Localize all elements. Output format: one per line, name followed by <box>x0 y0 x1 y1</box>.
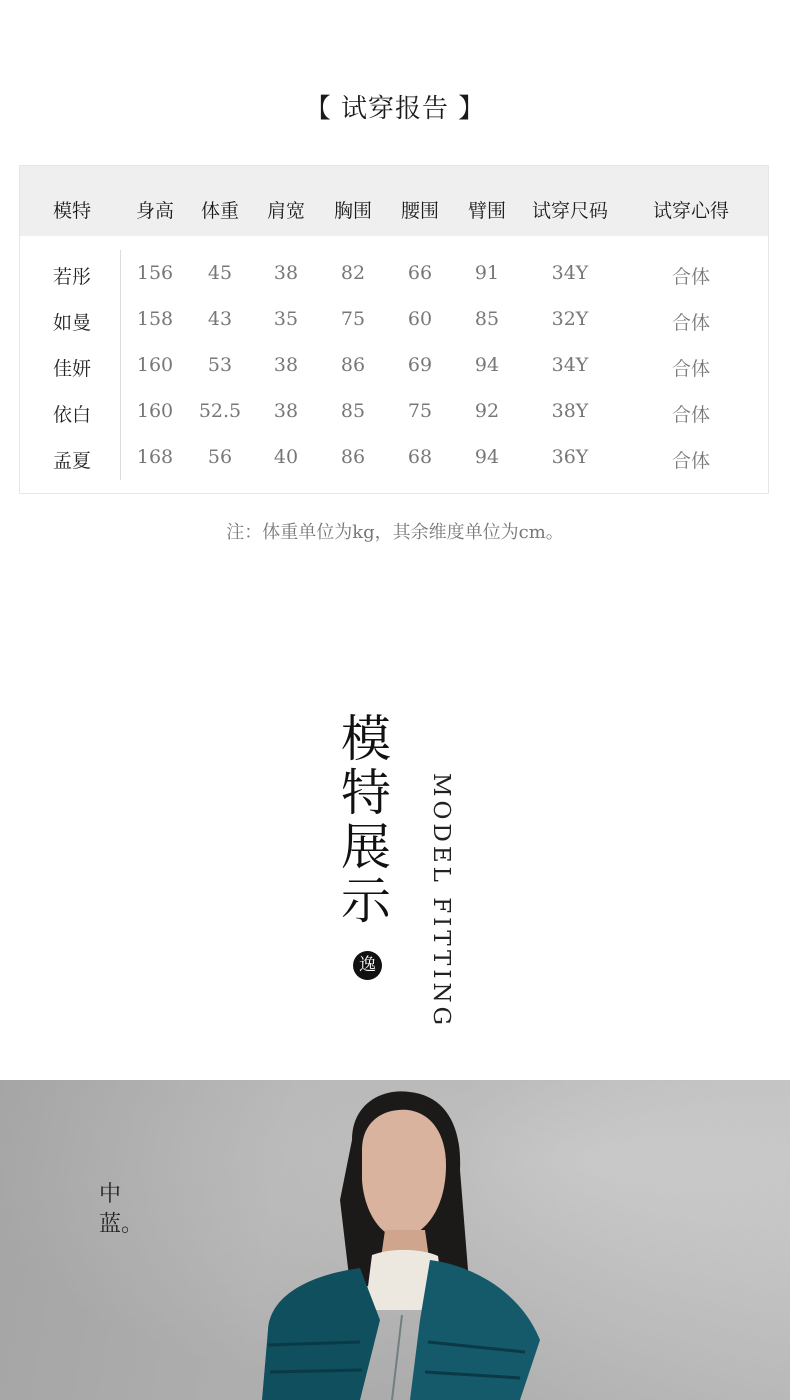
table-cell: 38 <box>273 262 299 284</box>
table-cell: 45 <box>207 262 233 284</box>
column-header: 腰围 <box>400 200 440 222</box>
table-cell: 38Y <box>551 400 589 422</box>
table-cell: 68 <box>407 446 433 468</box>
showcase-title <box>336 712 396 928</box>
table-cell: 69 <box>407 354 433 376</box>
model-name-cell: 佳妍 <box>52 358 92 380</box>
table-cell: 34Y <box>551 262 589 284</box>
table-cell: 60 <box>407 308 433 330</box>
table-cell: 38 <box>273 354 299 376</box>
table-cell: 86 <box>340 354 366 376</box>
table-cell: 36Y <box>551 446 589 468</box>
table-cell: 82 <box>340 262 366 284</box>
column-header: 身高 <box>135 200 175 222</box>
table-cell: 156 <box>136 262 174 284</box>
caption-line: 蓝。 <box>99 1212 144 1237</box>
column-header: 试穿尺码 <box>531 200 609 222</box>
model-illustration <box>0 1080 790 1400</box>
report-title: 【 试穿报告 】 <box>304 94 486 124</box>
unit-note: 注：体重单位为kg，其余维度单位为cm。 <box>226 522 564 543</box>
table-cell: 35 <box>273 308 299 330</box>
table-cell: 75 <box>407 400 433 422</box>
table-cell: 52.5 <box>198 400 242 422</box>
column-header: 臂围 <box>467 200 507 222</box>
table-cell: 合体 <box>671 266 711 288</box>
table-cell: 160 <box>136 400 174 422</box>
seal-badge: 逸 <box>353 951 382 980</box>
caption-line: 中 <box>99 1182 122 1207</box>
table-cell: 66 <box>407 262 433 284</box>
showcase-title-char: 模 <box>341 710 391 768</box>
table-cell: 94 <box>474 354 500 376</box>
table-cell: 168 <box>136 446 174 468</box>
model-name-cell: 孟夏 <box>52 450 92 472</box>
table-cell: 合体 <box>671 312 711 334</box>
table-cell: 40 <box>273 446 299 468</box>
table-cell: 91 <box>474 262 500 284</box>
table-cell: 160 <box>136 354 174 376</box>
table-cell: 56 <box>207 446 233 468</box>
table-cell: 32Y <box>551 308 589 330</box>
showcase-title-char: 展 <box>341 818 391 876</box>
table-cell: 合体 <box>671 450 711 472</box>
showcase-title-char: 示 <box>341 872 391 930</box>
column-header: 试穿心得 <box>652 200 730 222</box>
fitting-report-table <box>19 165 769 494</box>
table-cell: 53 <box>207 354 233 376</box>
table-cell: 34Y <box>551 354 589 376</box>
table-cell: 75 <box>340 308 366 330</box>
column-header: 体重 <box>200 200 240 222</box>
model-photo <box>0 1080 790 1400</box>
column-header: 肩宽 <box>266 200 306 222</box>
model-name-cell: 若彤 <box>52 266 92 288</box>
table-cell: 43 <box>207 308 233 330</box>
photo-caption <box>99 1180 143 1240</box>
table-cell: 85 <box>474 308 500 330</box>
showcase-subtitle: MODEL FITTING <box>428 773 454 1029</box>
table-cell: 合体 <box>671 358 711 380</box>
table-cell: 合体 <box>671 404 711 426</box>
showcase-title-char: 特 <box>341 764 391 822</box>
column-divider <box>120 250 121 480</box>
table-cell: 94 <box>474 446 500 468</box>
model-name-cell: 依白 <box>52 404 92 426</box>
table-cell: 85 <box>340 400 366 422</box>
table-cell: 92 <box>474 400 500 422</box>
column-header: 模特 <box>52 200 92 222</box>
model-name-cell: 如曼 <box>52 312 92 334</box>
table-cell: 86 <box>340 446 366 468</box>
column-header: 胸围 <box>333 200 373 222</box>
table-cell: 158 <box>136 308 174 330</box>
table-cell: 38 <box>273 400 299 422</box>
